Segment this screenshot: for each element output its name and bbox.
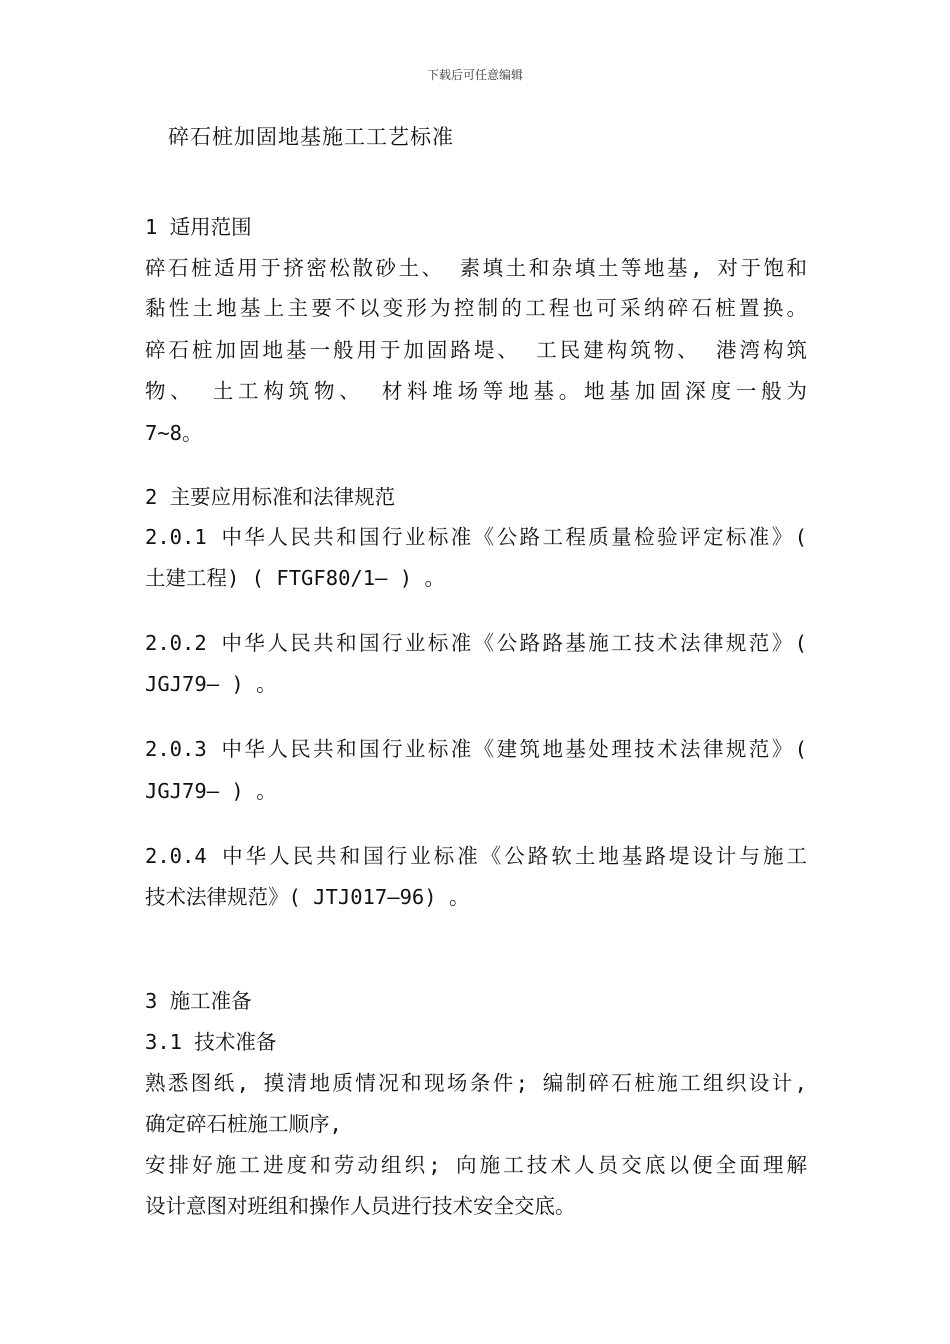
standard-item-line: JGJ79— ) 。 — [145, 779, 277, 803]
section-1-heading: 1 适用范围 — [145, 215, 252, 239]
standard-item-line: 土建工程) ( FTGF80/1— ) 。 — [145, 566, 445, 590]
section-3-1-heading: 3.1 技术准备 — [145, 1030, 277, 1054]
standard-item-line: 2.0.3 中华人民共和国行业标准《建筑地基处理技术法律规范》( — [145, 737, 807, 761]
section-1-line: 7~8。 — [145, 421, 203, 445]
section-1-line: 碎石桩加固地基一般用于加固路堤、 工民建构筑物、 港湾构筑 — [145, 338, 807, 362]
section-2-heading: 2 主要应用标准和法律规范 — [145, 485, 396, 509]
standard-item-line: 技术法律规范》( JTJ017—96) 。 — [145, 885, 470, 909]
header-note: 下载后可任意编辑 — [426, 68, 523, 82]
section-3-heading: 3 施工准备 — [145, 989, 252, 1013]
standard-item-line: 2.0.4 中华人民共和国行业标准《公路软土地基路堤设计与施工 — [145, 844, 807, 868]
section-3-line: 设计意图对班组和操作人员进行技术安全交底。 — [145, 1194, 576, 1218]
section-3-line: 安排好施工进度和劳动组织; 向施工技术人员交底以便全面理解 — [145, 1153, 807, 1177]
section-1-line: 黏性土地基上主要不以变形为控制的工程也可采纳碎石桩置换。 — [145, 296, 807, 320]
standard-item-line: JGJ79— ) 。 — [145, 672, 277, 696]
section-1-line: 物、 土工构筑物、 材料堆场等地基。地基加固深度一般为 — [145, 379, 807, 403]
section-1-line: 碎石桩适用于挤密松散砂土、 素填土和杂填土等地基, 对于饱和 — [145, 256, 807, 280]
standard-item-line: 2.0.2 中华人民共和国行业标准《公路路基施工技术法律规范》( — [145, 631, 807, 655]
section-3-line: 熟悉图纸, 摸清地质情况和现场条件; 编制碎石桩施工组织设计, — [145, 1071, 807, 1095]
document-title: 碎石桩加固地基施工工艺标准 — [168, 125, 454, 149]
standard-item-line: 2.0.1 中华人民共和国行业标准《公路工程质量检验评定标准》( — [145, 525, 807, 549]
section-3-line: 确定碎石桩施工顺序, — [145, 1112, 342, 1136]
